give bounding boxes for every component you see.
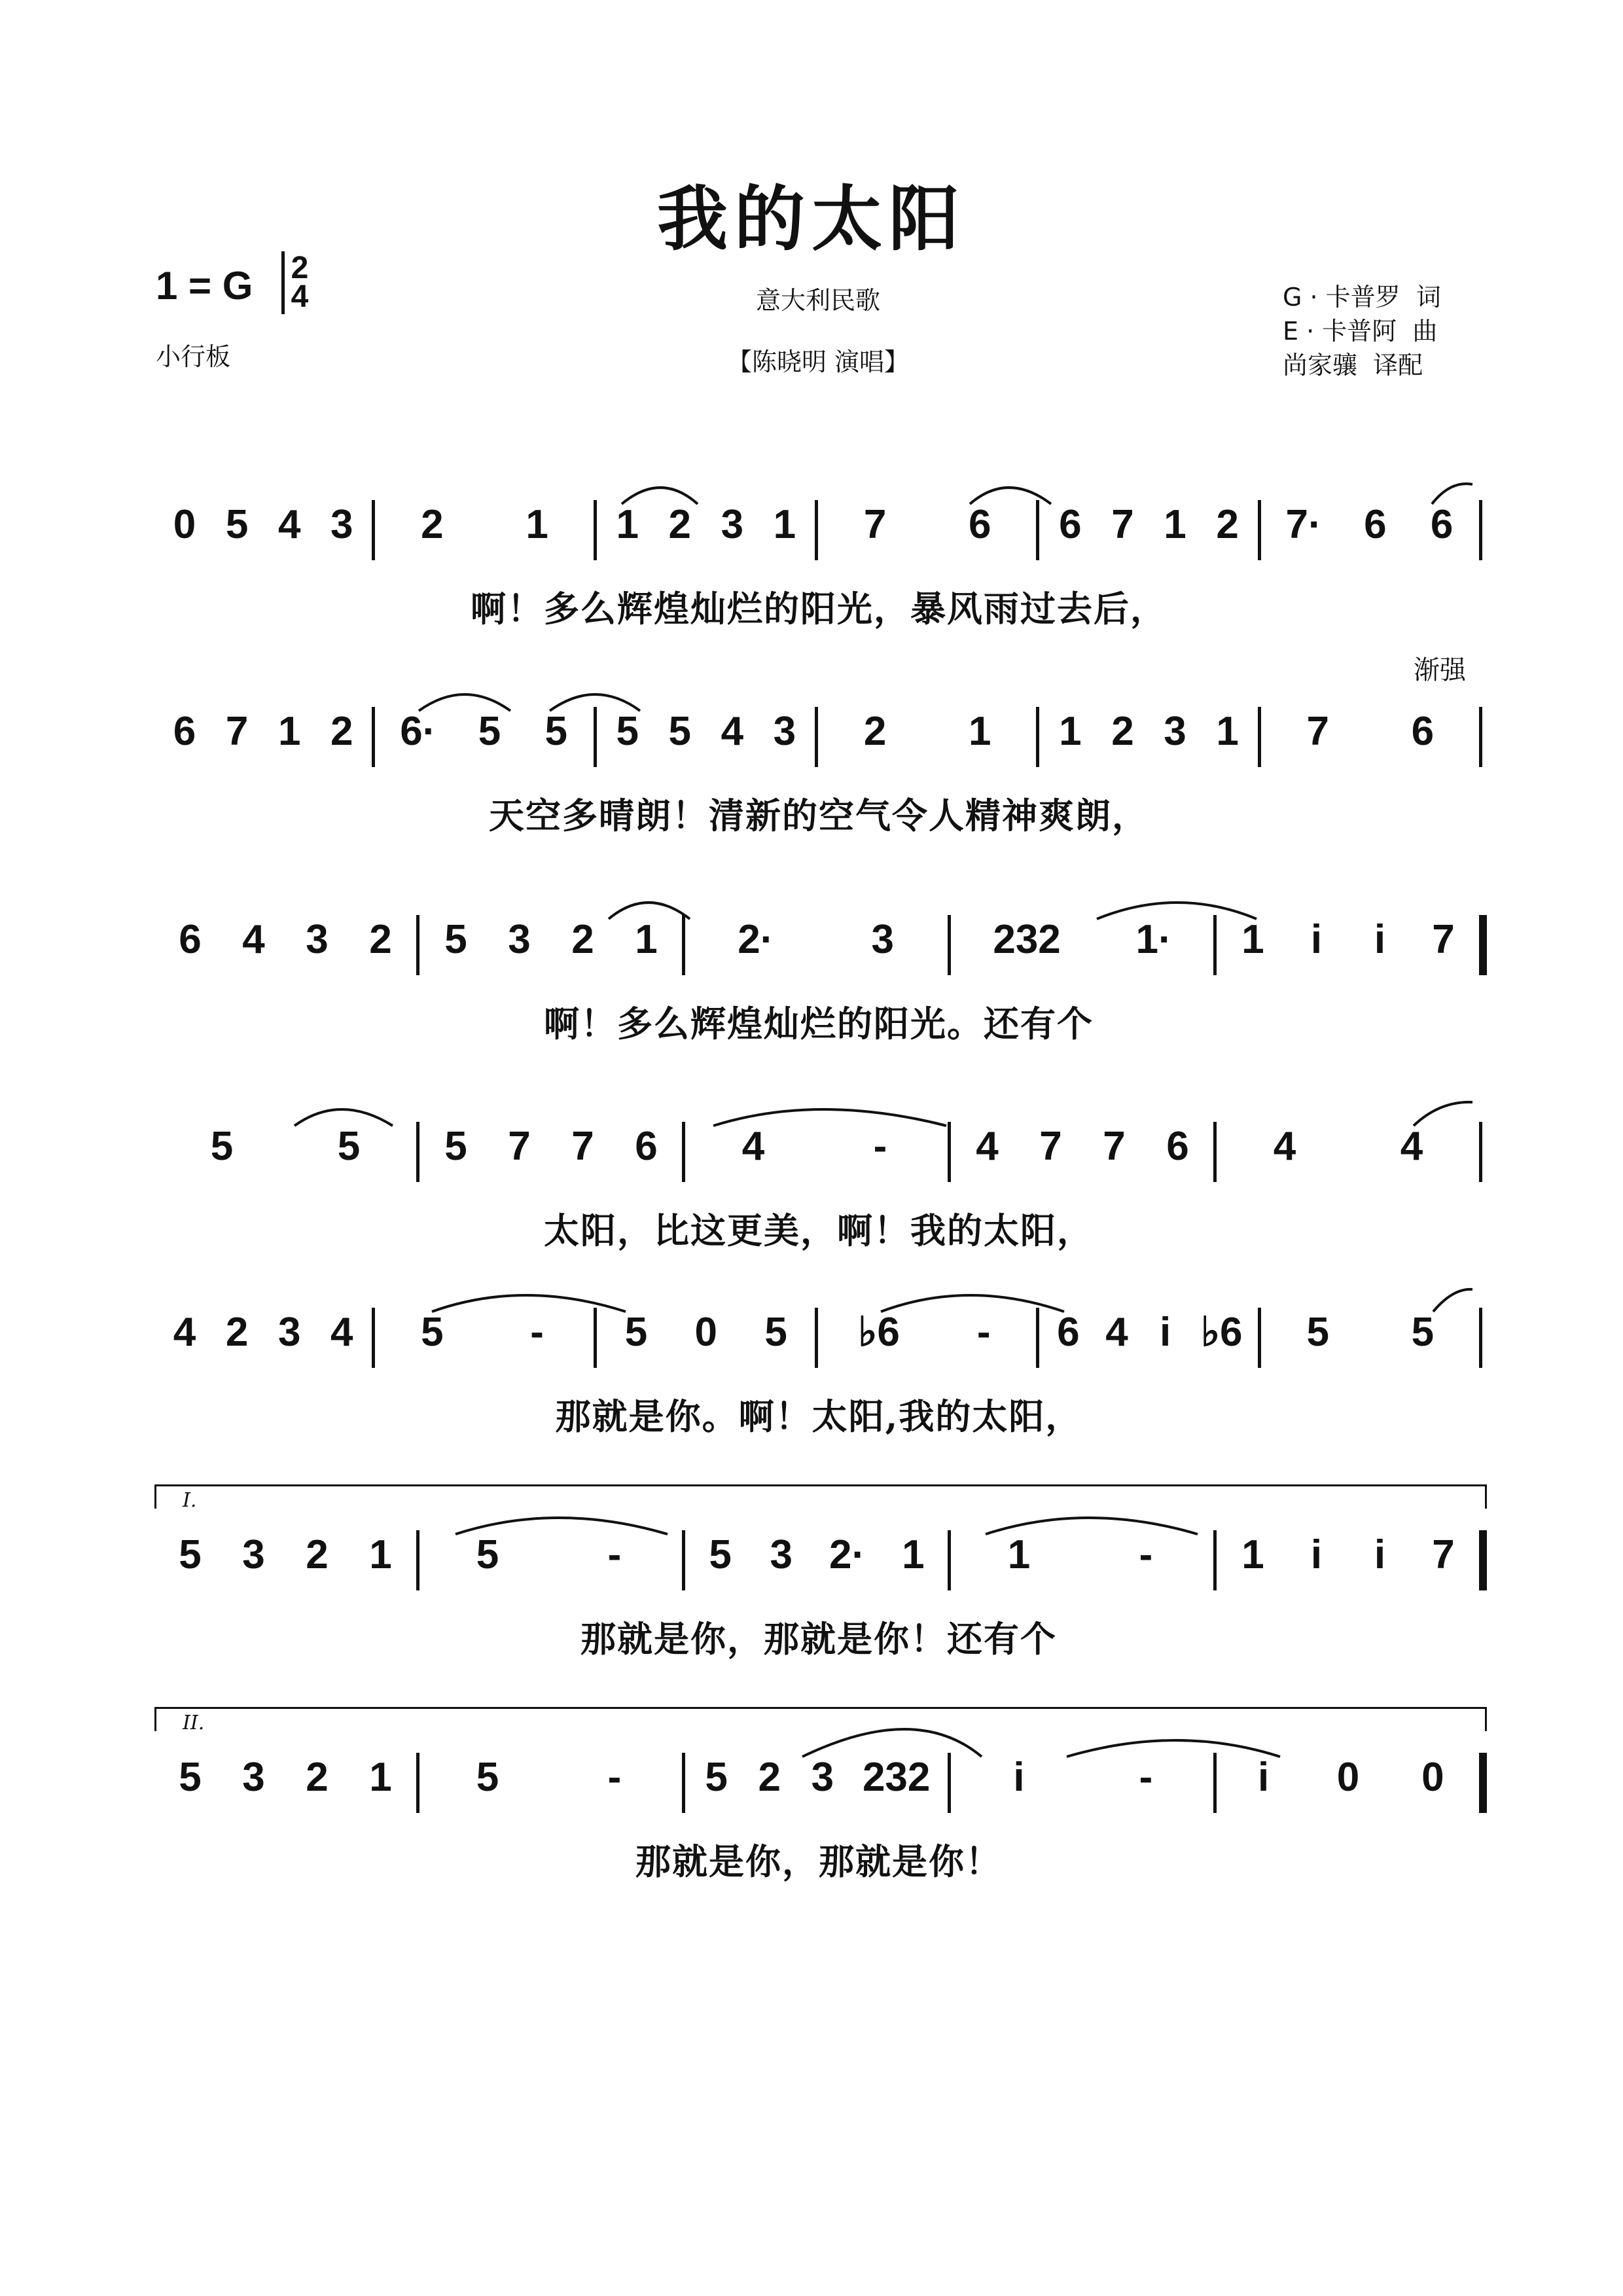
- note: 2: [421, 502, 444, 547]
- note: 6: [635, 1124, 658, 1169]
- note: 0: [1421, 1755, 1444, 1800]
- key-signature: 1 = G: [156, 264, 253, 308]
- song-origin: 意大利民歌: [755, 286, 880, 315]
- barline: [815, 707, 818, 767]
- first-ending-bracket: [154, 1484, 1487, 1512]
- note: 5: [476, 1532, 499, 1577]
- second-ending-label: II.: [183, 1712, 205, 1734]
- note: 4: [721, 709, 744, 754]
- note: 3: [811, 1755, 834, 1800]
- crescendo-marking: 渐强: [1414, 655, 1466, 685]
- note: 7: [1432, 1532, 1455, 1577]
- note: i: [1374, 1532, 1386, 1577]
- song-title: 我的太阳: [656, 178, 966, 260]
- barline: [416, 915, 419, 975]
- measure: [1266, 711, 1475, 784]
- note: 232: [862, 1755, 931, 1800]
- note: 1: [1241, 917, 1264, 962]
- measure: [690, 1534, 944, 1607]
- barline: [1479, 1530, 1487, 1590]
- note: 2: [306, 1755, 329, 1800]
- note: -: [607, 1532, 622, 1577]
- note: 5: [179, 1532, 202, 1577]
- note: 7: [1039, 1124, 1062, 1169]
- note: 1: [902, 1532, 925, 1577]
- time-signature-top: 2: [291, 251, 309, 285]
- first-ending-label: I.: [183, 1489, 197, 1512]
- barline: [1213, 1753, 1217, 1813]
- note: 5: [337, 1124, 361, 1169]
- measure: [690, 1126, 944, 1199]
- barline: [1258, 500, 1261, 560]
- barline: [594, 1308, 597, 1368]
- measure: [380, 711, 589, 784]
- note: -: [607, 1755, 622, 1800]
- note: i: [1160, 1310, 1171, 1355]
- note: 2: [330, 709, 353, 754]
- note: 6: [1059, 502, 1082, 547]
- note: 6: [173, 709, 196, 754]
- note: ♭6: [858, 1310, 900, 1355]
- note: 7·: [1285, 502, 1322, 547]
- note: 7: [508, 1124, 531, 1169]
- measure: [823, 1312, 1032, 1385]
- note: 7: [1306, 709, 1329, 754]
- barline: [948, 1530, 951, 1590]
- barline: [1258, 1308, 1261, 1368]
- note: 3: [306, 917, 329, 962]
- note: 5: [210, 1124, 234, 1169]
- note: 1: [1059, 709, 1082, 754]
- barline: [948, 1753, 951, 1813]
- score-system: [154, 1532, 1483, 1660]
- barline: [682, 1530, 685, 1590]
- barline: [1258, 707, 1261, 767]
- barline: [1036, 707, 1039, 767]
- note: 4: [242, 917, 265, 962]
- credits-block: [1283, 280, 1441, 382]
- measure: [601, 1312, 811, 1385]
- measure: [158, 919, 412, 992]
- barline: [1213, 1530, 1217, 1590]
- notes-row: [154, 1757, 1483, 1830]
- note: 2: [1216, 502, 1239, 547]
- translator-credit: 尚家骧 译配: [1283, 351, 1423, 380]
- notes-row: [154, 1312, 1483, 1385]
- barline: [1479, 1122, 1482, 1182]
- measure: [823, 504, 1032, 577]
- note: 7: [1432, 917, 1455, 962]
- note: 6·: [400, 709, 437, 754]
- notes-row: [154, 1534, 1483, 1607]
- measure: [955, 919, 1209, 992]
- measure: [1221, 1757, 1475, 1830]
- slur: [1414, 1102, 1472, 1126]
- note: 3: [330, 502, 353, 547]
- barline: [1213, 1122, 1217, 1182]
- measure: [424, 1534, 678, 1607]
- note: 3: [242, 1755, 265, 1800]
- note: 3: [770, 1532, 793, 1577]
- measure: [1221, 1126, 1475, 1199]
- score-system: [154, 709, 1483, 836]
- barline: [594, 707, 597, 767]
- barline: [682, 1122, 685, 1182]
- note: 5: [616, 709, 639, 754]
- note: 5: [1306, 1310, 1329, 1355]
- barline: [372, 707, 375, 767]
- note: 6: [1166, 1124, 1189, 1169]
- note: ♭6: [1200, 1310, 1243, 1355]
- note: 1: [1007, 1532, 1031, 1577]
- note: 2: [306, 1532, 329, 1577]
- note: 4: [1273, 1124, 1296, 1169]
- note: 3: [242, 1532, 265, 1577]
- measure: [158, 504, 368, 577]
- note: 1: [1216, 709, 1239, 754]
- note: 5: [1411, 1310, 1435, 1355]
- measure: [601, 504, 811, 577]
- note: 5: [225, 502, 249, 547]
- note: 5: [544, 709, 567, 754]
- measure: [601, 711, 811, 784]
- time-signature: [281, 251, 318, 314]
- measure: [1266, 1312, 1475, 1385]
- barline: [815, 1308, 818, 1368]
- barline: [1479, 915, 1487, 975]
- note: 5: [668, 709, 691, 754]
- note: 1: [1241, 1532, 1264, 1577]
- note: 6: [968, 502, 991, 547]
- slur: [1432, 484, 1472, 504]
- note: -: [1139, 1532, 1153, 1577]
- note: 1: [616, 502, 639, 547]
- note: 7: [1111, 502, 1134, 547]
- score-system: [154, 1124, 1483, 1251]
- note: 4: [173, 1310, 196, 1355]
- score-system: [154, 502, 1483, 630]
- note: 5: [421, 1310, 444, 1355]
- note: i: [1374, 917, 1386, 962]
- measure: [1044, 711, 1253, 784]
- lyrics-line: 那就是你，那就是你！: [635, 1840, 1002, 1882]
- note: 5: [709, 1532, 732, 1577]
- barline: [416, 1753, 419, 1813]
- slur: [802, 1729, 982, 1757]
- lyrics-line: 太阳，比这更美，啊！我的太阳，: [544, 1210, 1094, 1251]
- note: i: [1013, 1755, 1025, 1800]
- measure: [424, 1757, 678, 1830]
- barline: [1479, 707, 1482, 767]
- measure: [158, 1126, 412, 1199]
- score-system: [154, 1755, 1483, 1882]
- note: 6: [1057, 1310, 1080, 1355]
- composer-credit: E · 卡普阿 曲: [1283, 317, 1438, 346]
- barline: [682, 1753, 685, 1813]
- note: 4: [976, 1124, 999, 1169]
- note: 4: [330, 1310, 353, 1355]
- note: 0: [173, 502, 196, 547]
- note: -: [976, 1310, 991, 1355]
- note: 5: [764, 1310, 787, 1355]
- note: 7: [863, 502, 887, 547]
- note: 2: [369, 917, 392, 962]
- note: 3: [773, 709, 796, 754]
- singer-credit: 【陈晓明 演唱】: [726, 348, 910, 376]
- measure: [158, 1757, 412, 1830]
- notes-row: [154, 1126, 1483, 1199]
- note: 5: [478, 709, 501, 754]
- note: 4: [1105, 1310, 1128, 1355]
- note: 3: [1164, 709, 1186, 754]
- note: 4: [1400, 1124, 1423, 1169]
- lyrics-line: 那就是你，那就是你！还有个: [580, 1618, 1057, 1660]
- measure: [380, 504, 589, 577]
- notes-row: [154, 504, 1483, 577]
- note: 6: [179, 917, 202, 962]
- note: 1: [773, 502, 796, 547]
- measure: [380, 1312, 589, 1385]
- measure: [690, 919, 944, 992]
- note: 1: [526, 502, 548, 547]
- barline: [682, 915, 685, 975]
- lyrics-line: 啊！多么辉煌灿烂的阳光，暴风雨过去后，: [471, 588, 1167, 630]
- lyrics-line: 天空多晴朗！清新的空气令人精神爽朗，: [489, 795, 1149, 836]
- notes-row: [154, 919, 1483, 992]
- note: 0: [694, 1310, 718, 1355]
- second-ending-bracket: [154, 1707, 1487, 1734]
- note: 3: [508, 917, 531, 962]
- note: 6: [1411, 709, 1435, 754]
- barline: [815, 500, 818, 560]
- note: 2: [225, 1310, 249, 1355]
- note: -: [1139, 1755, 1153, 1800]
- measure: [1044, 1312, 1253, 1385]
- measure: [424, 1126, 678, 1199]
- note: 4: [277, 502, 301, 547]
- barline: [1479, 1753, 1487, 1813]
- slur: [1433, 1289, 1472, 1312]
- barline: [1213, 915, 1217, 975]
- slur: [1097, 903, 1257, 919]
- note: i: [1310, 917, 1323, 962]
- note: 1: [635, 917, 658, 962]
- barline: [594, 500, 597, 560]
- note: 3: [277, 1310, 301, 1355]
- measure: [158, 711, 368, 784]
- slur: [1067, 1740, 1280, 1757]
- barline: [1036, 500, 1039, 560]
- measure: [158, 1312, 368, 1385]
- note: 5: [179, 1755, 202, 1800]
- measure: [1221, 1534, 1475, 1607]
- note: 5: [444, 1124, 467, 1169]
- note: 5: [444, 917, 467, 962]
- note: -: [530, 1310, 544, 1355]
- notes-row: [154, 711, 1483, 784]
- lyricist-credit: G · 卡普罗 词: [1283, 283, 1441, 312]
- note: 5: [476, 1755, 499, 1800]
- measure: [955, 1126, 1209, 1199]
- note: 5: [624, 1310, 648, 1355]
- note: 5: [705, 1755, 728, 1800]
- note: 0: [1336, 1755, 1360, 1800]
- measure: [1266, 504, 1475, 577]
- score-system: [154, 1310, 1483, 1437]
- score-system: [154, 917, 1483, 1045]
- note: -: [873, 1124, 887, 1169]
- barline: [1036, 1308, 1039, 1368]
- note: 2: [571, 917, 594, 962]
- barline: [1479, 500, 1482, 560]
- note: 1: [277, 709, 301, 754]
- measure: [955, 1757, 1209, 1830]
- measure: [690, 1757, 944, 1830]
- measure: [1221, 919, 1475, 992]
- tempo-marking: 小行板: [156, 342, 231, 371]
- barline: [948, 1122, 951, 1182]
- note: 2: [1111, 709, 1134, 754]
- note: 232: [993, 917, 1061, 962]
- note: 1: [1164, 502, 1186, 547]
- note: 2: [863, 709, 887, 754]
- note: 1: [369, 1532, 392, 1577]
- time-signature-line: [281, 251, 285, 314]
- note: 7: [225, 709, 249, 754]
- note: i: [1258, 1755, 1270, 1800]
- note: i: [1310, 1532, 1323, 1577]
- note: 2·: [829, 1532, 866, 1577]
- barline: [372, 500, 375, 560]
- measure: [823, 711, 1032, 784]
- lyrics-line: 啊！多么辉煌灿烂的阳光。还有个: [544, 1003, 1094, 1045]
- measure: [158, 1534, 412, 1607]
- note: 7: [1103, 1124, 1126, 1169]
- barline: [416, 1530, 419, 1590]
- note: 6: [1364, 502, 1387, 547]
- note: 2·: [738, 917, 774, 962]
- note: 1·: [1135, 917, 1172, 962]
- note: 7: [571, 1124, 594, 1169]
- lyrics-line: 那就是你。啊！太阳,我的太阳，: [555, 1395, 1082, 1437]
- measure: [1044, 504, 1253, 577]
- note: 4: [741, 1124, 765, 1169]
- note: 6: [1430, 502, 1454, 547]
- barline: [948, 915, 951, 975]
- note: 1: [369, 1755, 392, 1800]
- barline: [372, 1308, 375, 1368]
- barline: [416, 1122, 419, 1182]
- note: 2: [668, 502, 691, 547]
- note: 1: [968, 709, 991, 754]
- measure: [955, 1534, 1209, 1607]
- measure: [424, 919, 678, 992]
- note: 2: [758, 1755, 781, 1800]
- note: 3: [721, 502, 744, 547]
- barline: [1479, 1308, 1482, 1368]
- time-signature-bottom: 4: [291, 279, 309, 314]
- note: 3: [871, 917, 894, 962]
